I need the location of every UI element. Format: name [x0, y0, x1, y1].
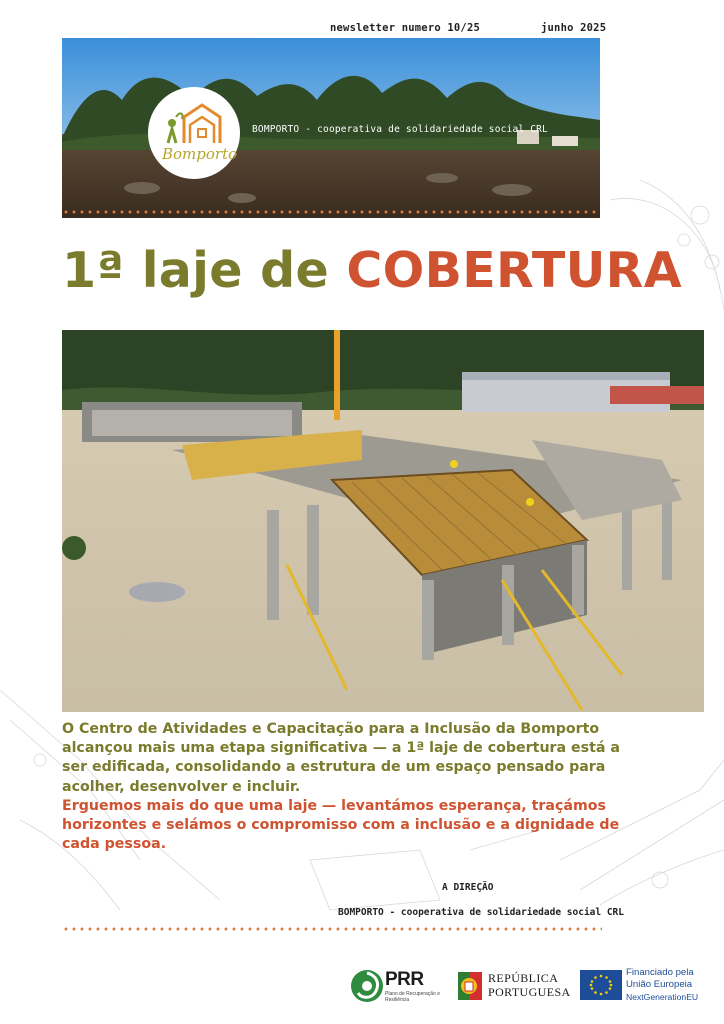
footer-cooperative-name: BOMPORTO - cooperativa de solidariedade social CRL: [338, 907, 624, 918]
eu-funding-logo: [580, 966, 704, 1006]
header-cooperative-name: BOMPORTO - cooperativa de solidariedade social CRL: [252, 124, 548, 135]
article-paragraph-2: Erguemos mais do que uma laje — levantámos esperança, traçámos horizontes e selámos o compromisso com a inclusão e a dignidade de cada pessoa.: [62, 797, 620, 853]
bomporto-logo: [146, 85, 242, 181]
prr-subtitle: Plano de Recuperação e Resiliência: [385, 991, 441, 1003]
republica-line-2: PORTUGUESA: [488, 985, 571, 999]
headline: [62, 242, 702, 299]
logo-text: Bomporto: [162, 145, 238, 163]
eu-line-1: Financiado pela: [626, 967, 694, 978]
dotted-divider: [62, 209, 600, 215]
portugal-coat-of-arms-icon: [456, 970, 484, 1002]
republica-portuguesa-logo: [456, 968, 571, 1004]
newsletter-issue: newsletter numero 10/25: [330, 22, 480, 34]
eu-line-3: NextGenerationEU: [626, 992, 699, 1002]
dotted-divider-bottom: [62, 926, 602, 932]
newsletter-date: junho 2025: [541, 22, 607, 34]
article-body: [62, 720, 622, 854]
eu-funding-text: [626, 967, 698, 1003]
construction-site-photo: [62, 330, 704, 712]
headline-part1: 1ª laje de: [62, 242, 347, 299]
eu-line-2: União Europeia: [626, 979, 693, 990]
republica-line-1: REPÚBLICA: [488, 971, 559, 985]
prr-emblem-icon: [350, 969, 384, 1003]
prr-logo: [350, 965, 440, 1007]
article-paragraph-1: O Centro de Atividades e Capacitação para a Inclusão da Bomporto alcançou mais uma etapa significativa — a 1ª laje de cobertura está a ser edificada, consolidando a estrutura de um espaço pensado para acolher, desenvolver e incluir.: [62, 721, 620, 795]
headline-part2: COBERTURA: [346, 242, 682, 299]
signature: A DIREÇÃO: [442, 882, 494, 893]
prr-name: PRR: [385, 969, 424, 990]
eu-flag-icon: [580, 970, 622, 1000]
